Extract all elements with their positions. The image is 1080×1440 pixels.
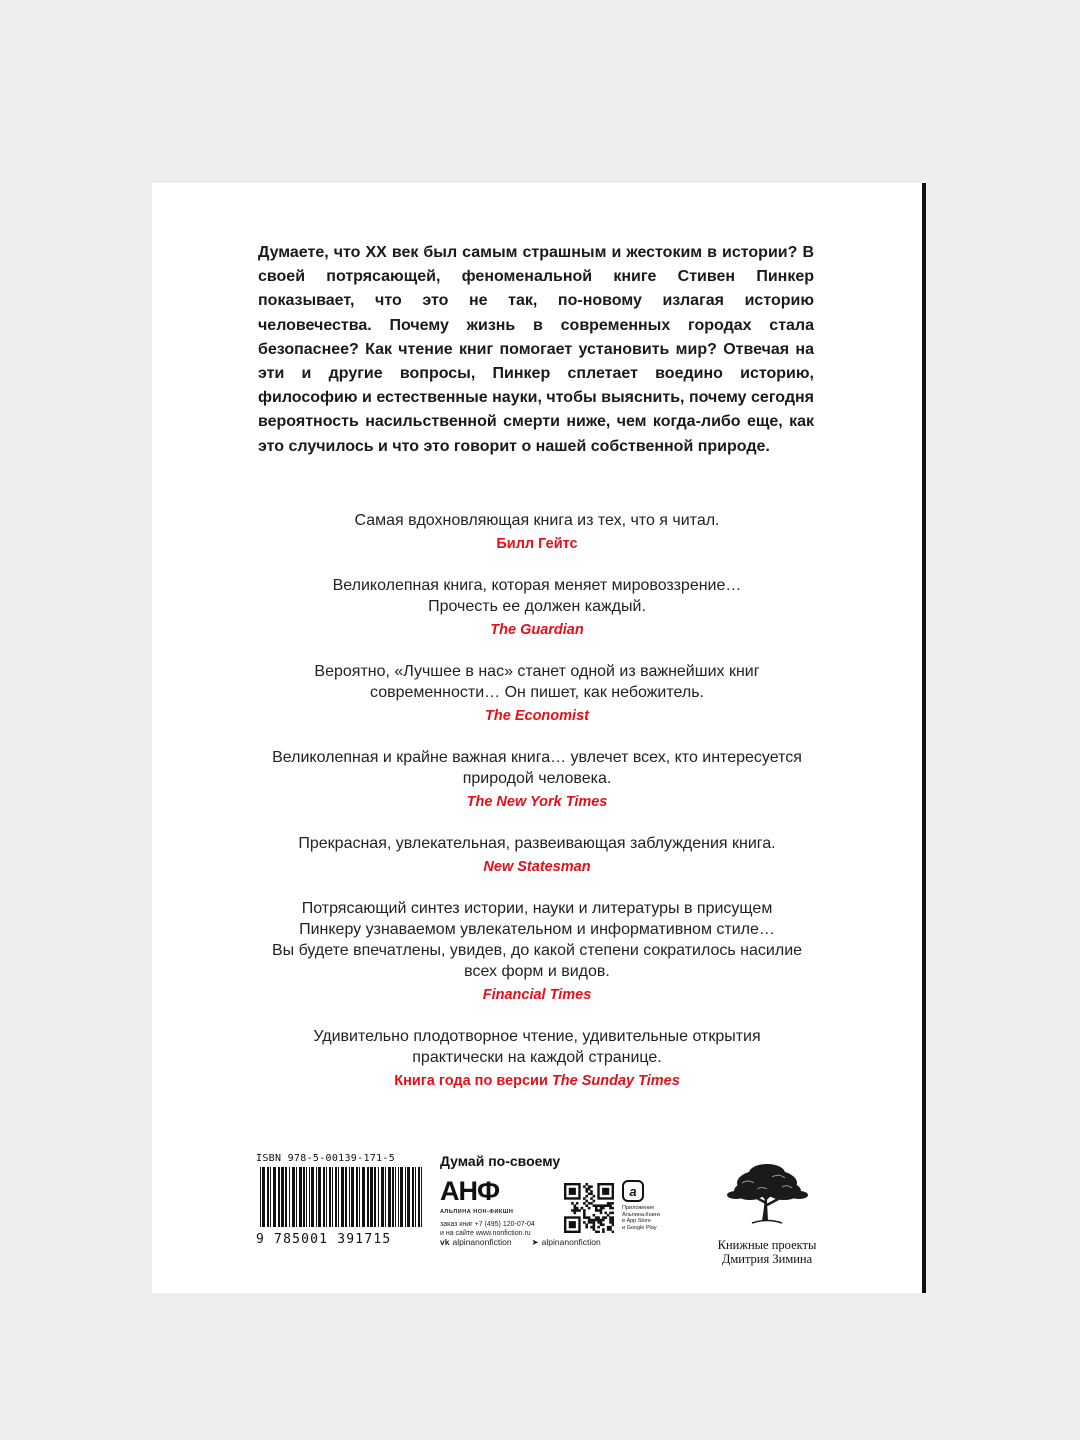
telegram-handle: alpinanonfiction xyxy=(541,1237,601,1247)
qr-module xyxy=(609,1216,612,1219)
app-promo-text: Приложение Альпина.Книги в App Store и Google Play xyxy=(622,1205,660,1231)
barcode-bar xyxy=(395,1167,396,1227)
qr-module xyxy=(597,1219,600,1222)
review-source: Билл Гейтс xyxy=(496,536,578,552)
qr-module xyxy=(583,1221,586,1224)
qr-finder-core xyxy=(569,1188,576,1195)
qr-module xyxy=(588,1188,591,1191)
review xyxy=(212,898,862,1004)
qr-module xyxy=(590,1190,593,1193)
qr-module xyxy=(595,1231,598,1233)
barcode-bar xyxy=(418,1167,420,1227)
barcode-bar xyxy=(296,1167,297,1227)
qr-module xyxy=(600,1221,603,1224)
qr-module xyxy=(585,1223,588,1226)
qr-module xyxy=(576,1207,579,1210)
barcode-bar xyxy=(326,1167,327,1227)
review-quote: Вероятно, «Лучшее в нас» станет одной из важнейших книг современности… Он пишет, как небожитель. xyxy=(314,663,760,701)
book-description: Думаете, что XX век был самым страшным и жестоким в истории? В своей потрясающей, феноменальной книге Стивен Пинкер показывает, что это не так, по-новому излагая историю человечества. Почему жизнь в современных городах стала безопаснее? Как чтение книг помогает установить мир? Отвечая на эти и другие вопросы, Пинкер сплетает воедино историю, философию и естественные науки, чтобы выяснить, почему сегодня вероятность насильственной смерти ниже, чем когда-либо еще, как это случилось и что это говорит о нашей собственной природе. xyxy=(258,244,814,455)
qr-module xyxy=(595,1207,598,1210)
review-source: Financial Times xyxy=(482,987,592,1003)
barcode-bar xyxy=(367,1167,369,1227)
barcode-bar xyxy=(306,1167,307,1227)
qr-module xyxy=(574,1212,577,1215)
qr-module xyxy=(604,1212,607,1215)
barcode-bar xyxy=(374,1167,376,1227)
barcode-bar xyxy=(273,1167,276,1227)
qr-module xyxy=(590,1221,593,1224)
barcode-bar xyxy=(278,1167,280,1227)
qr-module xyxy=(590,1197,593,1200)
qr-module xyxy=(593,1223,596,1226)
review xyxy=(212,661,862,725)
barcode-bar xyxy=(370,1167,373,1227)
qr-module xyxy=(604,1204,607,1207)
qr-module xyxy=(609,1202,612,1205)
qr-module xyxy=(585,1204,588,1207)
qr-module xyxy=(597,1209,600,1212)
review-quote: Великолепная и крайне важная книга… увлечет всех, кто интересуется природой человека. xyxy=(272,749,802,787)
vk-link xyxy=(440,1237,512,1248)
qr-module xyxy=(590,1219,593,1222)
qr-module xyxy=(595,1216,598,1219)
qr-module xyxy=(597,1216,600,1219)
review-quote: Удивительно плодотворное чтение, удивительные открытия практически на каждой странице. xyxy=(313,1028,761,1066)
review xyxy=(212,833,862,876)
barcode-bar xyxy=(292,1167,295,1227)
review-source: New Statesman xyxy=(483,859,591,875)
review-source: The New York Times xyxy=(466,794,608,810)
barcode-bar xyxy=(407,1167,410,1227)
review xyxy=(212,1026,862,1090)
qr-module xyxy=(612,1207,614,1210)
barcode-bar xyxy=(262,1167,265,1227)
reviews-list xyxy=(212,510,862,1112)
qr-module xyxy=(574,1207,577,1210)
barcode-bar xyxy=(392,1167,394,1227)
qr-module xyxy=(593,1204,596,1207)
qr-module xyxy=(574,1209,577,1212)
qr-module xyxy=(583,1214,586,1217)
barcode-bar xyxy=(349,1167,350,1227)
review-quote: Самая вдохновляющая книга из тех, что я читал. xyxy=(354,512,720,529)
barcode-bars xyxy=(256,1167,428,1227)
qr-module xyxy=(571,1209,574,1212)
barcode-bar xyxy=(267,1167,269,1227)
barcode-bar xyxy=(281,1167,284,1227)
qr-module xyxy=(576,1202,579,1205)
barcode-bar xyxy=(318,1167,321,1227)
qr-module xyxy=(585,1190,588,1193)
barcode-bar xyxy=(415,1167,416,1227)
publisher-logo-text: АНФ xyxy=(440,1177,500,1203)
barcode-bar xyxy=(381,1167,384,1227)
barcode-bar xyxy=(351,1167,354,1227)
qr-module xyxy=(602,1207,605,1210)
qr-module xyxy=(590,1193,593,1196)
qr-module xyxy=(609,1212,612,1215)
barcode-bar xyxy=(323,1167,325,1227)
qr-module xyxy=(585,1188,588,1191)
review-source: The Guardian xyxy=(490,622,584,638)
anf-logo-icon xyxy=(440,1177,510,1203)
qr-module xyxy=(609,1207,612,1210)
qr-module xyxy=(612,1212,614,1215)
barcode-bar xyxy=(362,1167,365,1227)
qr-module xyxy=(612,1223,614,1226)
qr-module xyxy=(593,1195,596,1198)
publisher-slogan: Думай по-своему xyxy=(440,1153,561,1169)
qr-module xyxy=(612,1216,614,1219)
qr-finder-core xyxy=(569,1221,576,1228)
qr-module xyxy=(585,1200,588,1203)
review xyxy=(212,575,862,639)
qr-module xyxy=(609,1204,612,1207)
qr-module xyxy=(593,1221,596,1224)
barcode-bar xyxy=(338,1167,339,1227)
qr-module xyxy=(583,1202,586,1205)
barcode-bar xyxy=(289,1167,290,1227)
qr-module xyxy=(590,1185,593,1188)
qr-module xyxy=(609,1221,612,1224)
qr-module xyxy=(593,1226,596,1229)
qr-module xyxy=(585,1216,588,1219)
vk-handle: alpinanonfiction xyxy=(452,1237,512,1247)
qr-module xyxy=(595,1204,598,1207)
review-source: The Economist xyxy=(485,708,589,724)
qr-module xyxy=(588,1185,591,1188)
qr-module xyxy=(604,1216,607,1219)
qr-module xyxy=(590,1202,593,1205)
barcode-bar xyxy=(311,1167,314,1227)
barcode-bar xyxy=(329,1167,331,1227)
qr-finder-core xyxy=(602,1188,609,1195)
publisher-order-info: заказ книг +7 (495) 120-07-04 и на сайте www.nonfiction.ru xyxy=(440,1221,535,1237)
qr-module xyxy=(588,1193,591,1196)
qr-module xyxy=(602,1231,605,1233)
qr-module xyxy=(583,1185,586,1188)
qr-module xyxy=(588,1216,591,1219)
barcode-bar xyxy=(400,1167,403,1227)
qr-module xyxy=(600,1223,603,1226)
barcode-bar xyxy=(285,1167,287,1227)
tree-logo-icon xyxy=(722,1161,812,1231)
qr-module xyxy=(595,1219,598,1222)
review-quote: Прекрасная, увлекательная, развеивающая заблуждения книга. xyxy=(298,835,776,852)
qr-module xyxy=(602,1228,605,1231)
barcode-bar xyxy=(388,1167,391,1227)
review-quote: Потрясающий синтез истории, науки и литературы в присущем Пинкеру узнаваемом увлекательном и информативном стиле… Вы будете впечатлены, увидев, до какой степени сократилось насилие всех форм и видов. xyxy=(271,900,803,980)
review-quote: Великолепная книга, которая меняет мировоззрение… Прочесть ее должен каждый. xyxy=(332,577,742,615)
qr-module xyxy=(574,1204,577,1207)
qr-module xyxy=(602,1216,605,1219)
qr-module xyxy=(609,1219,612,1222)
qr-module xyxy=(593,1200,596,1203)
qr-module xyxy=(602,1223,605,1226)
barcode-bar xyxy=(309,1167,310,1227)
qr-module xyxy=(588,1207,591,1210)
qr-module xyxy=(588,1202,591,1205)
barcode-bar xyxy=(345,1167,347,1227)
qr-module xyxy=(595,1209,598,1212)
barcode-bar xyxy=(412,1167,414,1227)
qr-module xyxy=(602,1204,605,1207)
vk-icon: vk xyxy=(440,1237,450,1247)
qr-module xyxy=(607,1202,610,1205)
qr-module xyxy=(600,1204,603,1207)
barcode-bar xyxy=(332,1167,333,1227)
barcode-bar xyxy=(378,1167,379,1227)
qr-module xyxy=(607,1214,610,1217)
qr-module xyxy=(609,1228,612,1231)
qr-module xyxy=(612,1231,614,1233)
publisher-logo-subtitle: АЛЬПИНА НОН-ФИКШН xyxy=(440,1209,514,1215)
isbn-barcode xyxy=(256,1153,428,1247)
qr-module xyxy=(583,1209,586,1212)
qr-module xyxy=(612,1219,614,1222)
barcode-bar xyxy=(270,1167,271,1227)
barcode-bar xyxy=(385,1167,386,1227)
qr-module xyxy=(593,1228,596,1231)
review-source-prefix: Книга года по версии xyxy=(394,1073,552,1089)
review xyxy=(212,510,862,553)
review-source-name: The Sunday Times xyxy=(551,1073,680,1089)
qr-module xyxy=(593,1214,596,1217)
qr-module xyxy=(597,1204,600,1207)
qr-module xyxy=(607,1226,610,1229)
qr-module xyxy=(571,1202,574,1205)
qr-module xyxy=(612,1221,614,1224)
alpina-app-icon: a xyxy=(622,1180,644,1202)
qr-module xyxy=(597,1221,600,1224)
qr-module xyxy=(597,1226,600,1229)
qr-module xyxy=(600,1219,603,1222)
zimin-caption: Книжные проекты Дмитрия Зимина xyxy=(717,1238,817,1266)
qr-module xyxy=(602,1219,605,1222)
telegram-icon: ➤ xyxy=(531,1237,539,1247)
qr-module xyxy=(588,1221,591,1224)
qr-module xyxy=(607,1204,610,1207)
book-back-cover xyxy=(152,183,926,1293)
qr-module xyxy=(581,1207,584,1210)
barcode-bar xyxy=(398,1167,399,1227)
qr-module xyxy=(590,1226,593,1229)
barcode-bar xyxy=(335,1167,337,1227)
barcode-bar xyxy=(341,1167,344,1227)
qr-module xyxy=(600,1212,603,1215)
barcode-digits: 9 785001 391715 xyxy=(256,1232,392,1247)
qr-module xyxy=(609,1226,612,1229)
review-source xyxy=(212,1072,862,1090)
barcode-bar xyxy=(359,1167,360,1227)
isbn-number: ISBN 978-5-00139-171-5 xyxy=(256,1153,396,1164)
qr-module xyxy=(588,1219,591,1222)
qr-module xyxy=(585,1195,588,1198)
qr-module xyxy=(583,1212,586,1215)
publisher-social xyxy=(440,1237,660,1248)
qr-module xyxy=(576,1209,579,1212)
qr-module xyxy=(585,1183,588,1186)
qr-module xyxy=(578,1209,581,1212)
barcode-bar xyxy=(356,1167,358,1227)
barcode-bar xyxy=(260,1167,261,1227)
qr-module xyxy=(597,1231,600,1233)
zimin-projects-block xyxy=(692,1161,842,1266)
qr-module xyxy=(600,1209,603,1212)
qr-module xyxy=(583,1197,586,1200)
qr-module xyxy=(583,1216,586,1219)
barcode-bar xyxy=(303,1167,305,1227)
qr-code-icon xyxy=(564,1183,614,1233)
barcode-bar xyxy=(316,1167,317,1227)
barcode-bar xyxy=(405,1167,406,1227)
qr-module xyxy=(593,1219,596,1222)
qr-module xyxy=(612,1202,614,1205)
barcode-bar xyxy=(421,1167,422,1227)
review xyxy=(212,747,862,811)
app-promo xyxy=(622,1180,682,1231)
telegram-link xyxy=(532,1237,601,1248)
qr-module xyxy=(585,1226,588,1229)
qr-module xyxy=(607,1228,610,1231)
barcode-bar xyxy=(299,1167,302,1227)
qr-module xyxy=(600,1207,603,1210)
